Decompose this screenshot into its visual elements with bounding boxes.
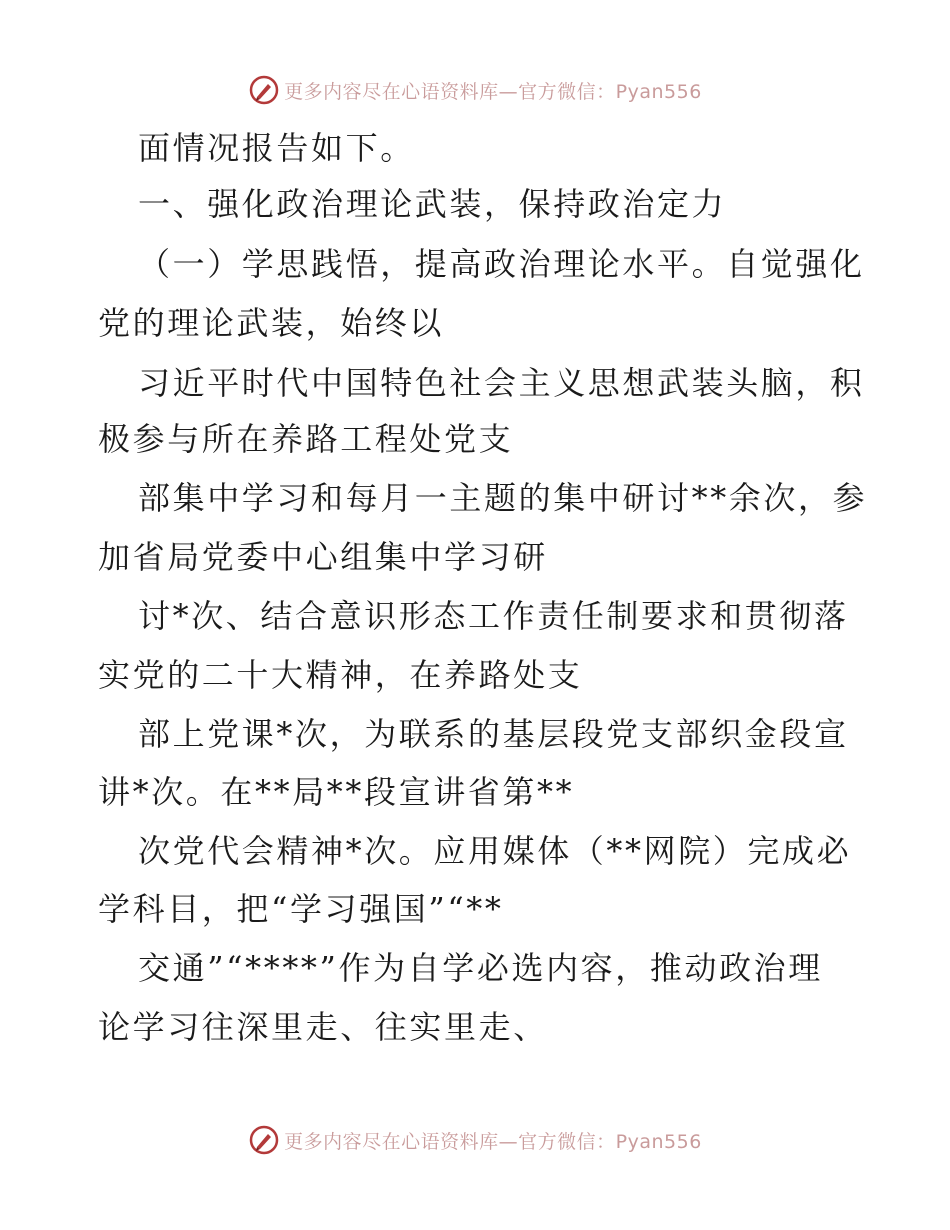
pen-circle-logo-icon	[248, 74, 280, 106]
text-line: 讨*次、结合意识形态工作责任制要求和贯彻落	[138, 597, 849, 635]
text-line: 加省局党委中心组集中学习研	[98, 538, 548, 576]
text-line: （一）学思践悟，提高政治理论水平。自觉强化	[138, 245, 865, 283]
watermark-text: 更多内容尽在心语资料库—官方微信：Pyan556	[284, 80, 702, 103]
text-line: 实党的二十大精神，在养路处支	[98, 656, 583, 694]
text-line: 部上党课*次，为联系的基层段党支部织金段宣	[138, 715, 849, 753]
footer-watermark	[0, 1120, 950, 1160]
header-watermark	[0, 70, 950, 110]
pen-circle-logo-icon	[248, 1124, 280, 1156]
text-line: 部集中学习和每月一主题的集中研讨**余次，参	[138, 479, 868, 517]
text-line: 习近平时代中国特色社会主义思想武装头脑，积	[138, 364, 865, 402]
text-line: 讲*次。在**局**段宣讲省第**	[98, 773, 575, 811]
text-line: 交通”“****”作为自学必选内容，推动政治理	[138, 949, 823, 987]
text-line: 面情况报告如下。	[138, 129, 415, 167]
text-line: 极参与所在养路工程处党支	[98, 420, 514, 458]
section-heading: 一、强化政治理论武装，保持政治定力	[138, 185, 727, 223]
watermark-text: 更多内容尽在心语资料库—官方微信：Pyan556	[284, 1130, 702, 1153]
text-line: 学科目，把“学习强国”“**	[98, 890, 504, 928]
text-line: 党的理论武装，始终以	[98, 304, 445, 342]
text-line: 次党代会精神*次。应用媒体（**网院）完成必	[138, 832, 852, 870]
text-line: 论学习往深里走、往实里走、	[98, 1008, 548, 1046]
